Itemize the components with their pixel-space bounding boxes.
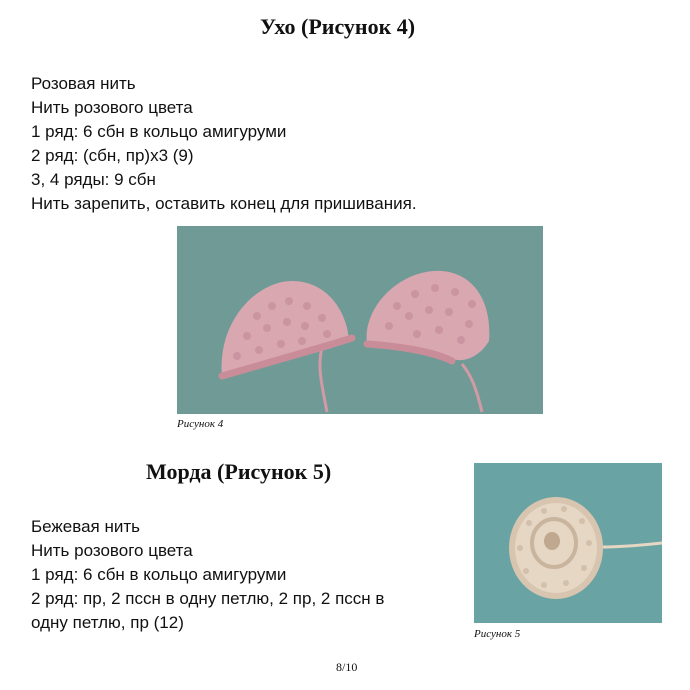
- ear-instructions: [31, 72, 417, 216]
- figure-4-caption: Рисунок 4: [177, 418, 224, 430]
- ear-line: 3, 4 ряды: 9 сбн: [31, 170, 156, 189]
- muzzle-line: одну петлю, пр (12): [31, 613, 184, 632]
- ear-line: Розовая нить: [31, 74, 136, 93]
- ear-photo: [177, 226, 543, 414]
- ear-line: Нить зарепить, оставить конец для пришивания.: [31, 194, 417, 213]
- muzzle-line: Нить розового цвета: [31, 541, 193, 560]
- ear-line: 1 ряд: 6 сбн в кольцо амигуруми: [31, 122, 287, 141]
- muzzle-section-title: Морда (Рисунок 5): [146, 459, 332, 484]
- muzzle-photo: [474, 463, 662, 623]
- figure-5-caption: Рисунок 5: [474, 628, 521, 640]
- ear-line: Нить розового цвета: [31, 98, 193, 117]
- ear-line: 2 ряд: (сбн, пр)х3 (9): [31, 146, 194, 165]
- muzzle-line: 2 ряд: пр, 2 пссн в одну петлю, 2 пр, 2 пссн в: [31, 589, 385, 608]
- ear-section-title: Ухо (Рисунок 4): [260, 14, 416, 39]
- muzzle-instructions: [31, 515, 384, 635]
- page-number: 8/10: [336, 660, 358, 674]
- muzzle-line: 1 ряд: 6 сбн в кольцо амигуруми: [31, 565, 287, 584]
- muzzle-line: Бежевая нить: [31, 517, 140, 536]
